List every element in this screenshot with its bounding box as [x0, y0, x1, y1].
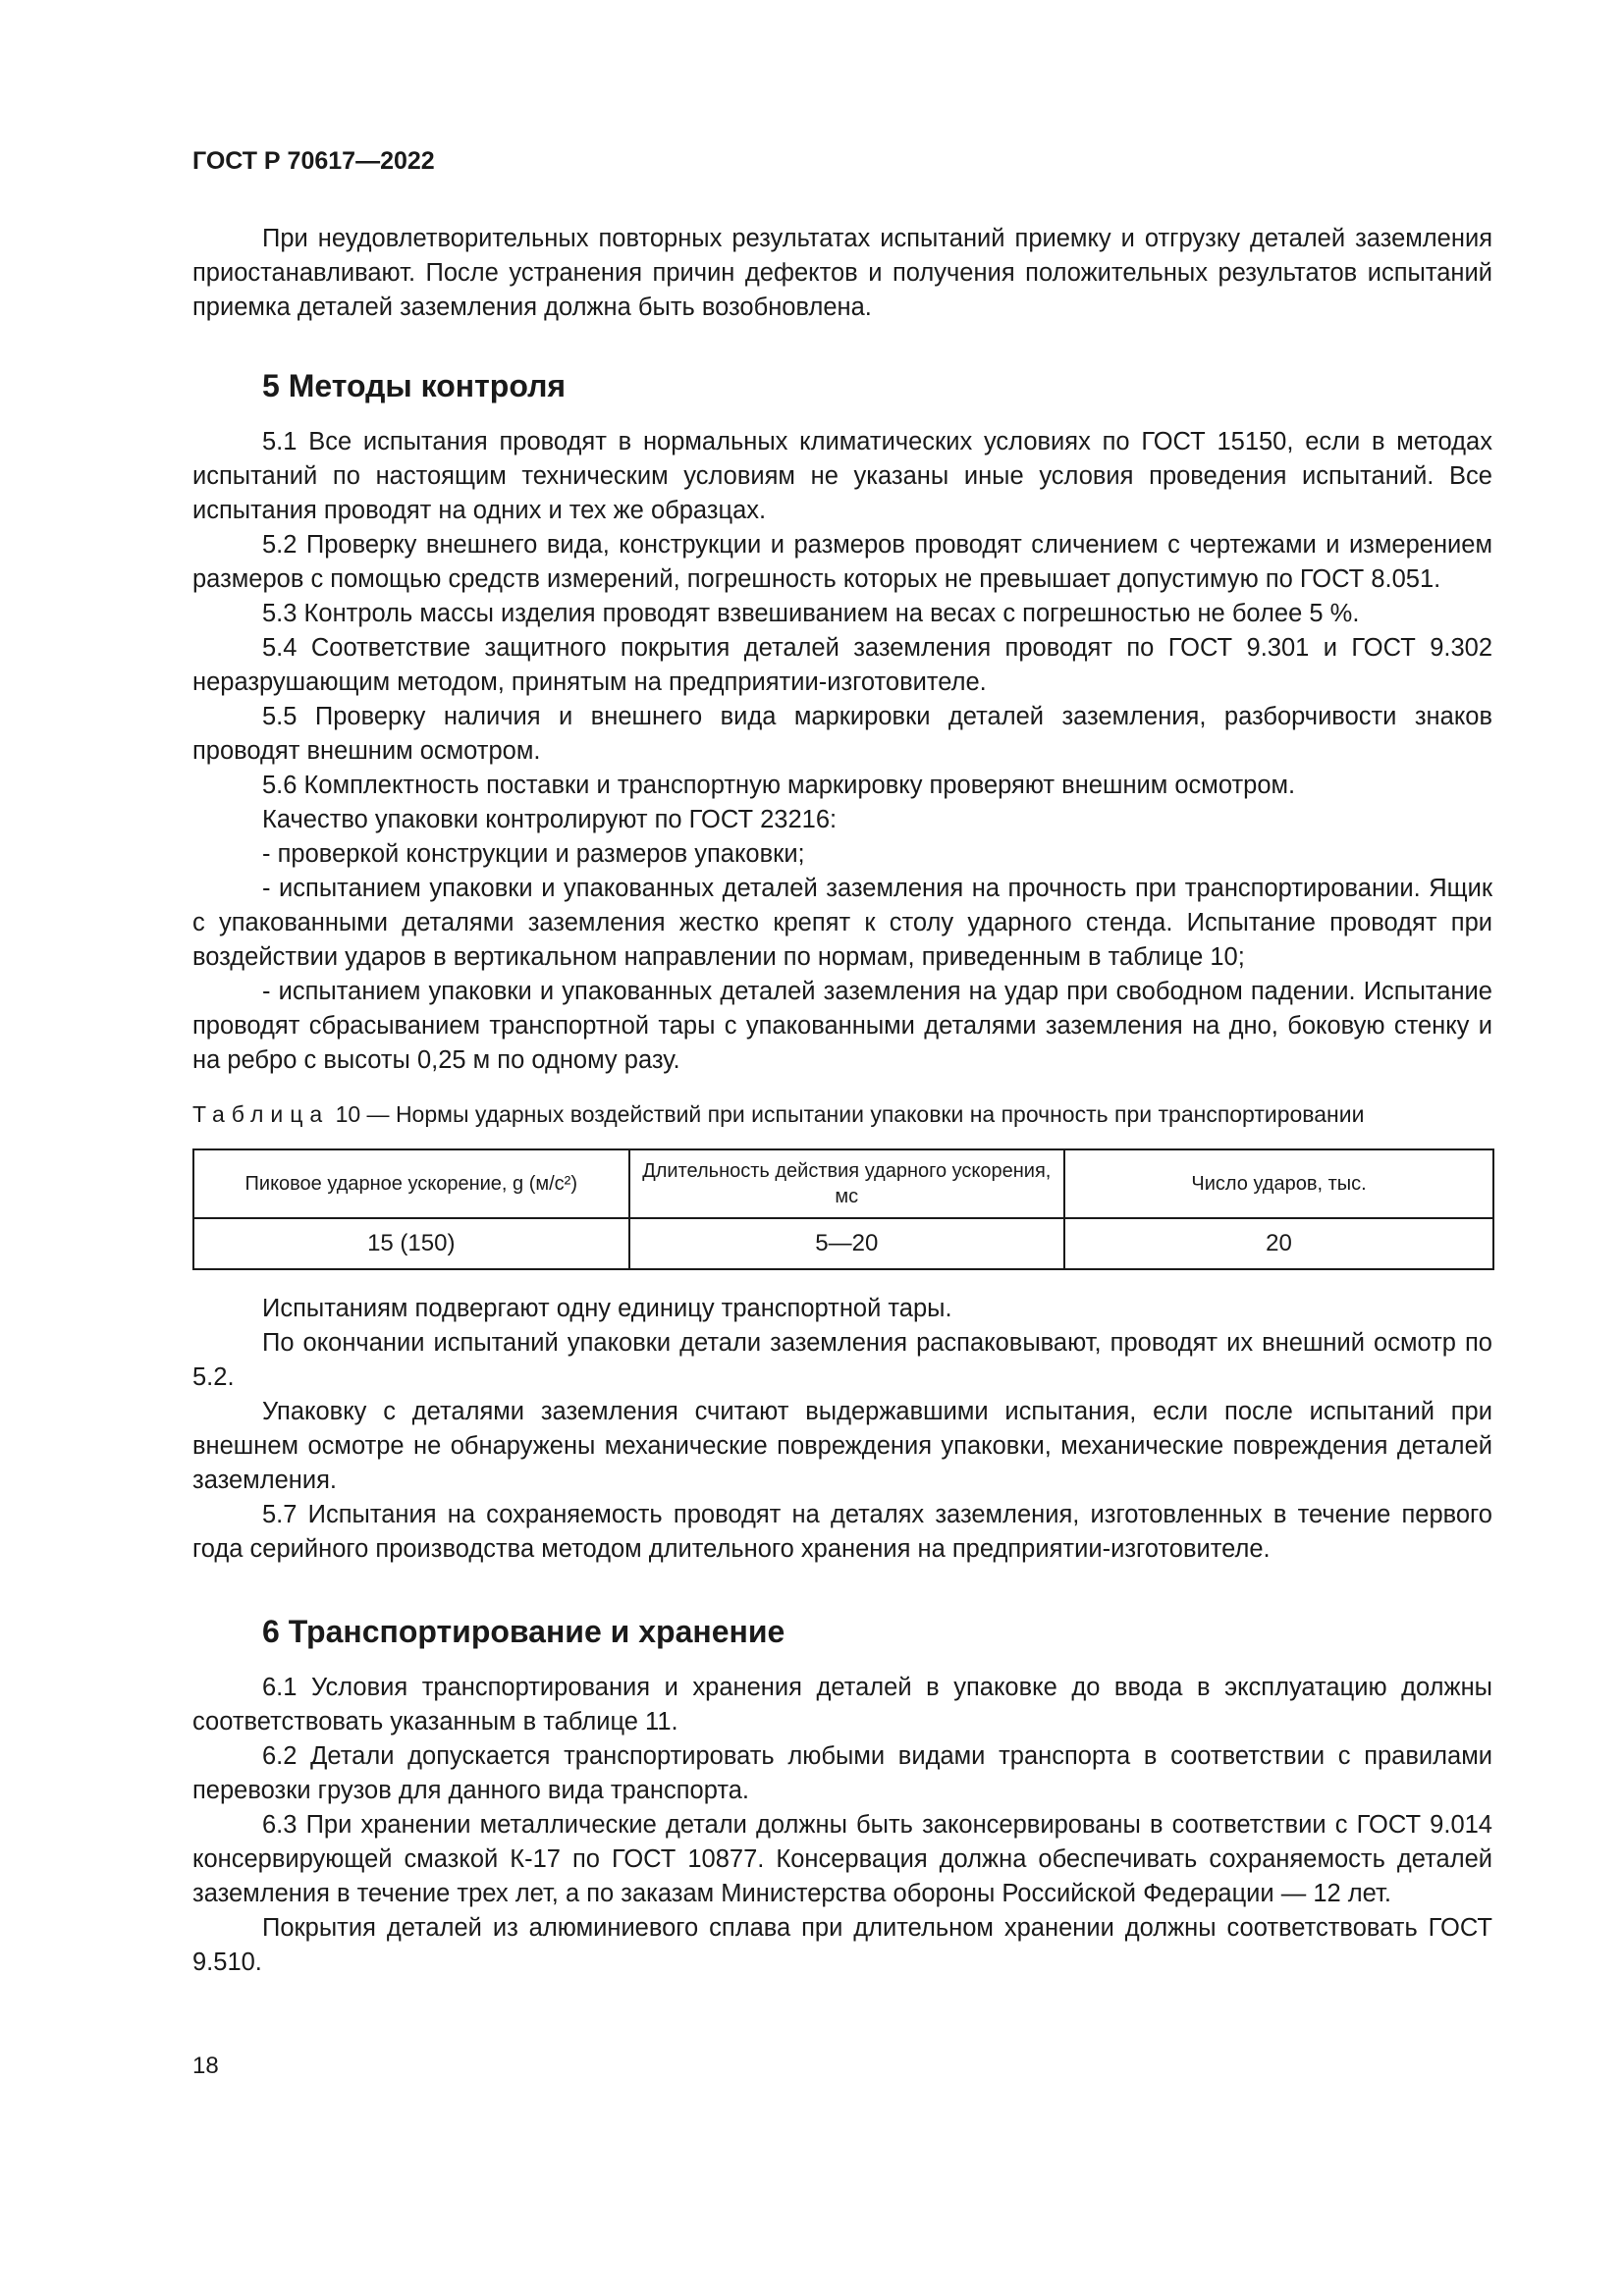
paragraph-6-1: 6.1 Условия транспортирования и хранения деталей в упаковке до ввода в эксплуатацию должны соответствовать указанным в таблице 11.	[192, 1674, 1492, 1735]
after-table-paragraph: По окончании испытаний упаковки детали заземления распаковывают, проводят их внешний осмотр по 5.2.	[192, 1329, 1492, 1391]
paragraph-5-3: 5.3 Контроль массы изделия проводят взвешиванием на весах с погрешностью не более 5 %.	[262, 600, 1360, 627]
table-cell: 20	[1064, 1218, 1493, 1269]
document-body	[192, 222, 1492, 1980]
page-number: 18	[192, 2053, 219, 2079]
intro-paragraph: При неудовлетворительных повторных результатах испытаний приемку и отгрузку деталей заземления приостанавливают. После устранения причин дефектов и получения положительных результатов испытаний приемка деталей заземления должна быть возобновлена.	[192, 225, 1492, 321]
table-row	[193, 1218, 1493, 1269]
table-header-cell: Длительность действия ударного ускорения, мс	[629, 1149, 1065, 1218]
paragraph-6-3: 6.3 При хранении металлические детали должны быть законсервированы в соответствии с ГОСТ 9.014 консервирующей смазкой К-17 по ГОСТ 10877. Консервация должна обеспечивать сохраняемость деталей заземления в течение трех лет, а по заказам Министерства обороны Российской Федерации — 12 лет.	[192, 1811, 1492, 1907]
paragraph-6-3-coating: Покрытия деталей из алюминиевого сплава при длительном хранении должны соответствовать ГОСТ 9.510.	[192, 1914, 1492, 1976]
packaging-item: - проверкой конструкции и размеров упаковки;	[262, 840, 805, 868]
table-cell: 5—20	[629, 1218, 1065, 1269]
table-header-cell: Пиковое ударное ускорение, g (м/с²)	[193, 1149, 629, 1218]
packaging-item: - испытанием упаковки и упакованных деталей заземления на удар при свободном падении. Испытание проводят сбрасыванием транспортной тары с упакованными деталями заземления на дно, боковую стенку и на ребро с высоты 0,25 м по одному разу.	[192, 978, 1492, 1074]
table-caption	[192, 1099, 1492, 1129]
document-header: ГОСТ Р 70617—2022	[192, 147, 435, 175]
after-table-paragraph: Испытаниям подвергают одну единицу транспортной тары.	[262, 1295, 952, 1322]
table-caption-label: Таблица	[192, 1101, 330, 1127]
table-cell: 15 (150)	[193, 1218, 629, 1269]
section-5-title: 5 Методы контроля	[262, 368, 567, 403]
section-6-title: 6 Транспортирование и хранение	[262, 1614, 785, 1649]
impact-norms-table	[192, 1148, 1494, 1270]
after-table-paragraph: Упаковку с деталями заземления считают выдержавшими испытания, если после испытаний при внешнем осмотре не обнаружены механические повреждения упаковки, механические повреждения деталей заземления.	[192, 1398, 1492, 1494]
packaging-item: - испытанием упаковки и упакованных деталей заземления на прочность при транспортировании. Ящик с упакованными деталями заземления жестко крепят к столу ударного стенда. Испытание проводят при воздействии ударов в вертикальном направлении по нормам, приведенным в таблице 10;	[192, 875, 1492, 971]
paragraph-5-1: 5.1 Все испытания проводят в нормальных климатических условиях по ГОСТ 15150, если в методах испытаний по настоящим техническим условиям не указаны иные условия проведения испытаний. Все испытания проводят на одних и тех же образцах.	[192, 428, 1492, 524]
paragraph-5-2: 5.2 Проверку внешнего вида, конструкции и размеров проводят сличением с чертежами и измерением размеров с помощью средств измерений, погрешность которых не превышает допустимую по ГОСТ 8.051.	[192, 531, 1492, 593]
table-caption-text: 10 — Нормы ударных воздействий при испытании упаковки на прочность при транспортировании	[329, 1101, 1365, 1127]
paragraph-5-7: 5.7 Испытания на сохраняемость проводят на деталях заземления, изготовленных в течение первого года серийного производства методом длительного хранения на предприятии-изготовителе.	[192, 1501, 1492, 1563]
paragraph-5-6: 5.6 Комплектность поставки и транспортную маркировку проверяют внешним осмотром.	[262, 772, 1296, 799]
paragraph-5-4: 5.4 Соответствие защитного покрытия деталей заземления проводят по ГОСТ 9.301 и ГОСТ 9.302 неразрушающим методом, принятым на предприятии-изготовителе.	[192, 634, 1492, 696]
packaging-intro: Качество упаковки контролируют по ГОСТ 23216:	[262, 806, 838, 833]
table-header-cell: Число ударов, тыс.	[1064, 1149, 1493, 1218]
paragraph-6-2: 6.2 Детали допускается транспортировать любыми видами транспорта в соответствии с правилами перевозки грузов для данного вида транспорта.	[192, 1742, 1492, 1804]
paragraph-5-5: 5.5 Проверку наличия и внешнего вида маркировки деталей заземления, разборчивости знаков проводят внешним осмотром.	[192, 703, 1492, 765]
table-header-row	[193, 1149, 1493, 1218]
